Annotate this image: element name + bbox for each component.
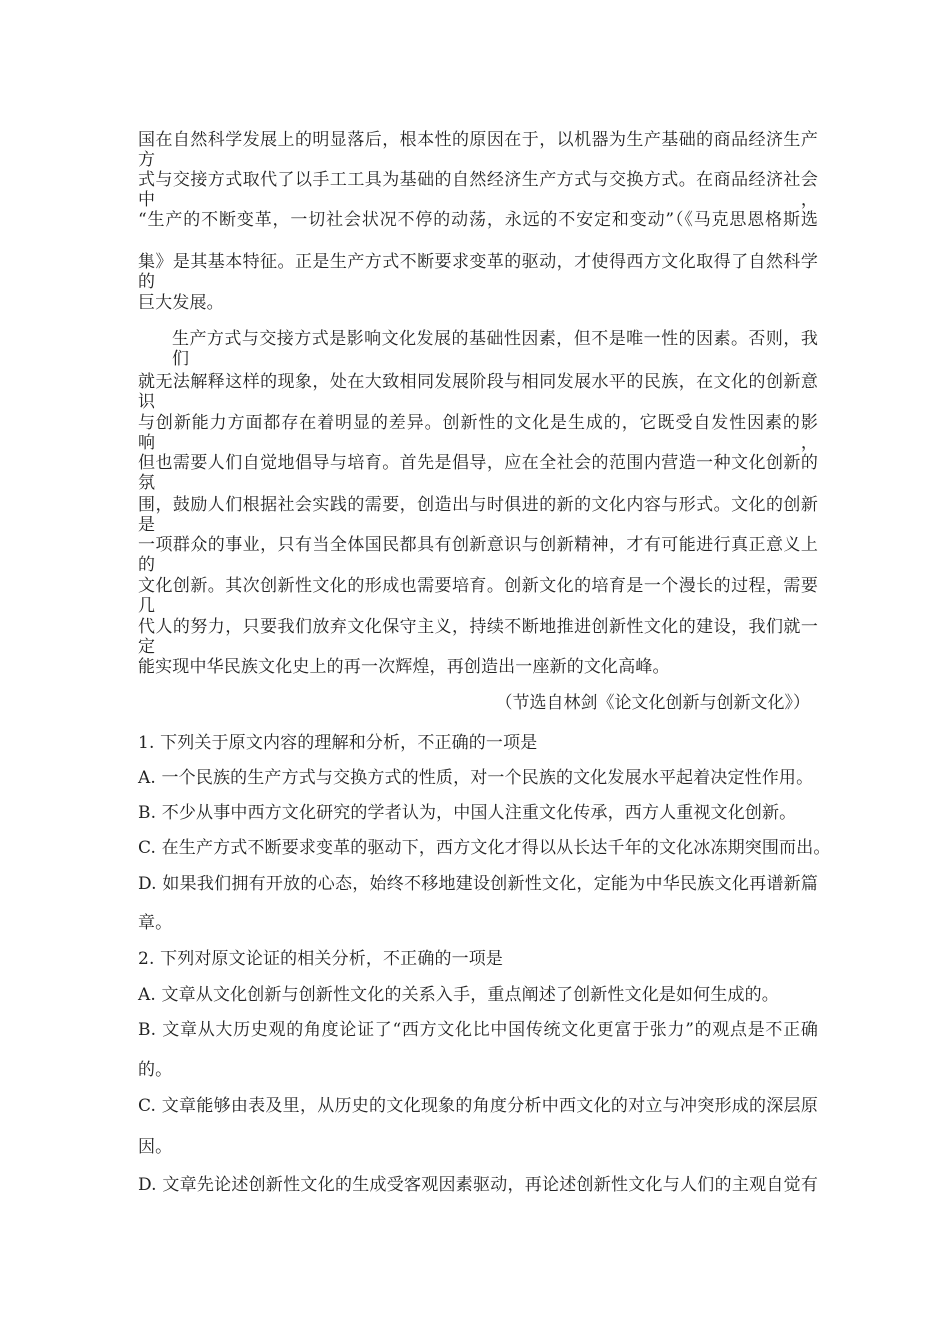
- option-c: C. 在生产方式不断要求变革的驱动下，西方文化才得以从长达千年的文化冰冻期突围而出。: [138, 838, 831, 858]
- passage-line: 就无法解释这样的现象，处在大致相同发展阶段与相同发展水平的民族，在文化的创新意识: [138, 372, 818, 412]
- passage-line: 围，鼓励人们根据社会实践的需要，创造出与时俱进的新的文化内容与形式。文化的创新是: [138, 495, 818, 535]
- passage-line: 文化创新。其次创新性文化的形成也需要培育。创新文化的培育是一个漫长的过程，需要几: [138, 576, 818, 616]
- passage-line: 集》是其基本特征。正是生产方式不断要求变革的驱动，才使得西方文化取得了自然科学的: [138, 252, 818, 292]
- passage-line: 代人的努力，只要我们放弃文化保守主义，持续不断地推进创新性文化的建设，我们就一定: [138, 617, 818, 657]
- option-b-continued: 的。: [138, 1060, 173, 1080]
- question-stem: 1. 下列关于原文内容的理解和分析，不正确的一项是: [138, 733, 538, 753]
- option-b: B. 不少从事中西方文化研究的学者认为，中国人注重文化传承，西方人重视文化创新。: [138, 803, 797, 823]
- passage-line: 国在自然科学发展上的明显落后，根本性的原因在于，以机器为生产基础的商品经济生产方: [138, 130, 818, 170]
- option-d: D. 文章先论述创新性文化的生成受客观因素驱动，再论述创新性文化与人们的主观自觉有: [138, 1175, 818, 1195]
- option-c-continued: 因。: [138, 1137, 173, 1157]
- option-a: A. 一个民族的生产方式与交换方式的性质，对一个民族的文化发展水平起着决定性作用。: [138, 768, 814, 788]
- passage-line: 但也需要人们自觉地倡导与培育。首先是倡导，应在全社会的范围内营造一种文化创新的氛: [138, 453, 818, 493]
- passage-line: 巨大发展。: [138, 293, 224, 313]
- passage-source: （节选自林剑《论文化创新与创新文化》）: [495, 693, 810, 713]
- passage-line: 与创新能力方面都存在着明显的差异。创新性的文化是生成的，它既受自发性因素的影响，: [138, 413, 818, 453]
- option-d-continued: 章。: [138, 913, 173, 933]
- option-d: D. 如果我们拥有开放的心态，始终不移地建设创新性文化，定能为中华民族文化再谱新篇: [138, 874, 818, 894]
- passage-line: 一项群众的事业，只有当全体国民都具有创新意识与创新精神，才有可能进行真正意义上的: [138, 535, 818, 575]
- passage-line: 生产方式与交接方式是影响文化发展的基础性因素，但不是唯一性的因素。否则，我们: [172, 329, 818, 369]
- option-b: B. 文章从大历史观的角度论证了“西方文化比中国传统文化更富于张力”的观点是不正确: [138, 1020, 818, 1040]
- option-a: A. 文章从文化创新与创新性文化的关系入手，重点阐述了创新性文化是如何生成的。: [138, 985, 779, 1005]
- option-c: C. 文章能够由表及里，从历史的文化现象的角度分析中西文化的对立与冲突形成的深层原: [138, 1096, 818, 1116]
- passage-line: “生产的不断变革，一切社会状况不停的动荡，永远的不安定和变动”（《马克思恩格斯选: [138, 210, 818, 230]
- passage-line: 式与交接方式取代了以手工工具为基础的自然经济生产方式与交换方式。在商品经济社会中，: [138, 170, 818, 210]
- question-stem: 2. 下列对原文论证的相关分析，不正确的一项是: [138, 949, 504, 969]
- passage-line: 能实现中华民族文化史上的再一次辉煌，再创造出一座新的文化高峰。: [138, 657, 670, 677]
